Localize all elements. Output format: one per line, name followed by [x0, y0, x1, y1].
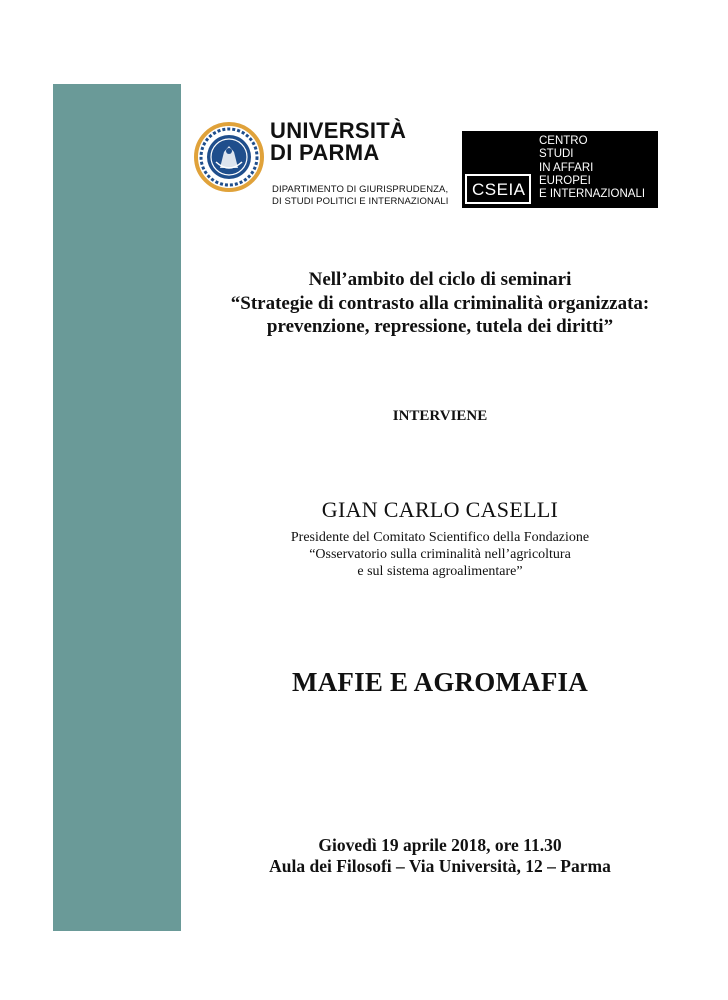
- decorative-side-band: [53, 84, 181, 931]
- cseia-name-line: IN AFFARI: [539, 161, 594, 174]
- department-name: [272, 184, 449, 208]
- department-line: DI STUDI POLITICI E INTERNAZIONALI: [272, 196, 449, 207]
- cseia-full-name: [539, 135, 645, 201]
- speaker-role: [190, 529, 690, 580]
- seminar-cycle-line: prevenzione, repressione, tutela dei diritti”: [266, 316, 614, 337]
- cseia-name-line: EUROPEI: [539, 174, 591, 187]
- university-seal-icon: [194, 122, 264, 192]
- university-name-line: UNIVERSITÀ: [270, 118, 407, 143]
- seminar-cycle-line: “Strategie di contrasto alla criminalità organizzata:: [230, 292, 650, 314]
- university-name-line: DI PARMA: [270, 140, 380, 165]
- speaker-name: GIAN CARLO CASELLI: [321, 497, 559, 522]
- speaker-role-line: e sul sistema agroalimentare”: [357, 564, 523, 579]
- speaker-role-line: Presidente del Comitato Scientifico della Fondazione: [290, 530, 590, 545]
- cseia-name-line: CENTRO: [539, 135, 588, 147]
- university-logo: [190, 118, 452, 218]
- event-info: [190, 835, 690, 877]
- seminar-cycle-heading: [190, 268, 690, 339]
- intervene-label: INTERVIENE: [392, 408, 488, 424]
- cseia-name-line: STUDI: [539, 148, 574, 161]
- cseia-logo: [462, 131, 658, 208]
- event-venue: Aula dei Filosofi – Via Università, 12 – Parma: [269, 856, 611, 876]
- cseia-name-line: E INTERNAZIONALI: [539, 188, 646, 201]
- university-name: [270, 120, 406, 164]
- seminar-cycle-line: Nell’ambito del ciclo di seminari: [308, 269, 572, 290]
- cseia-acronym-box: [465, 174, 531, 204]
- talk-title: MAFIE E AGROMAFIA: [292, 667, 588, 697]
- cseia-acronym: CSEIA: [472, 180, 526, 199]
- event-date-time: Giovedì 19 aprile 2018, ore 11.30: [318, 835, 562, 855]
- department-line: DIPARTIMENTO DI GIURISPRUDENZA,: [272, 184, 449, 195]
- speaker-role-line: “Osservatorio sulla criminalità nell’agricoltura: [309, 547, 571, 562]
